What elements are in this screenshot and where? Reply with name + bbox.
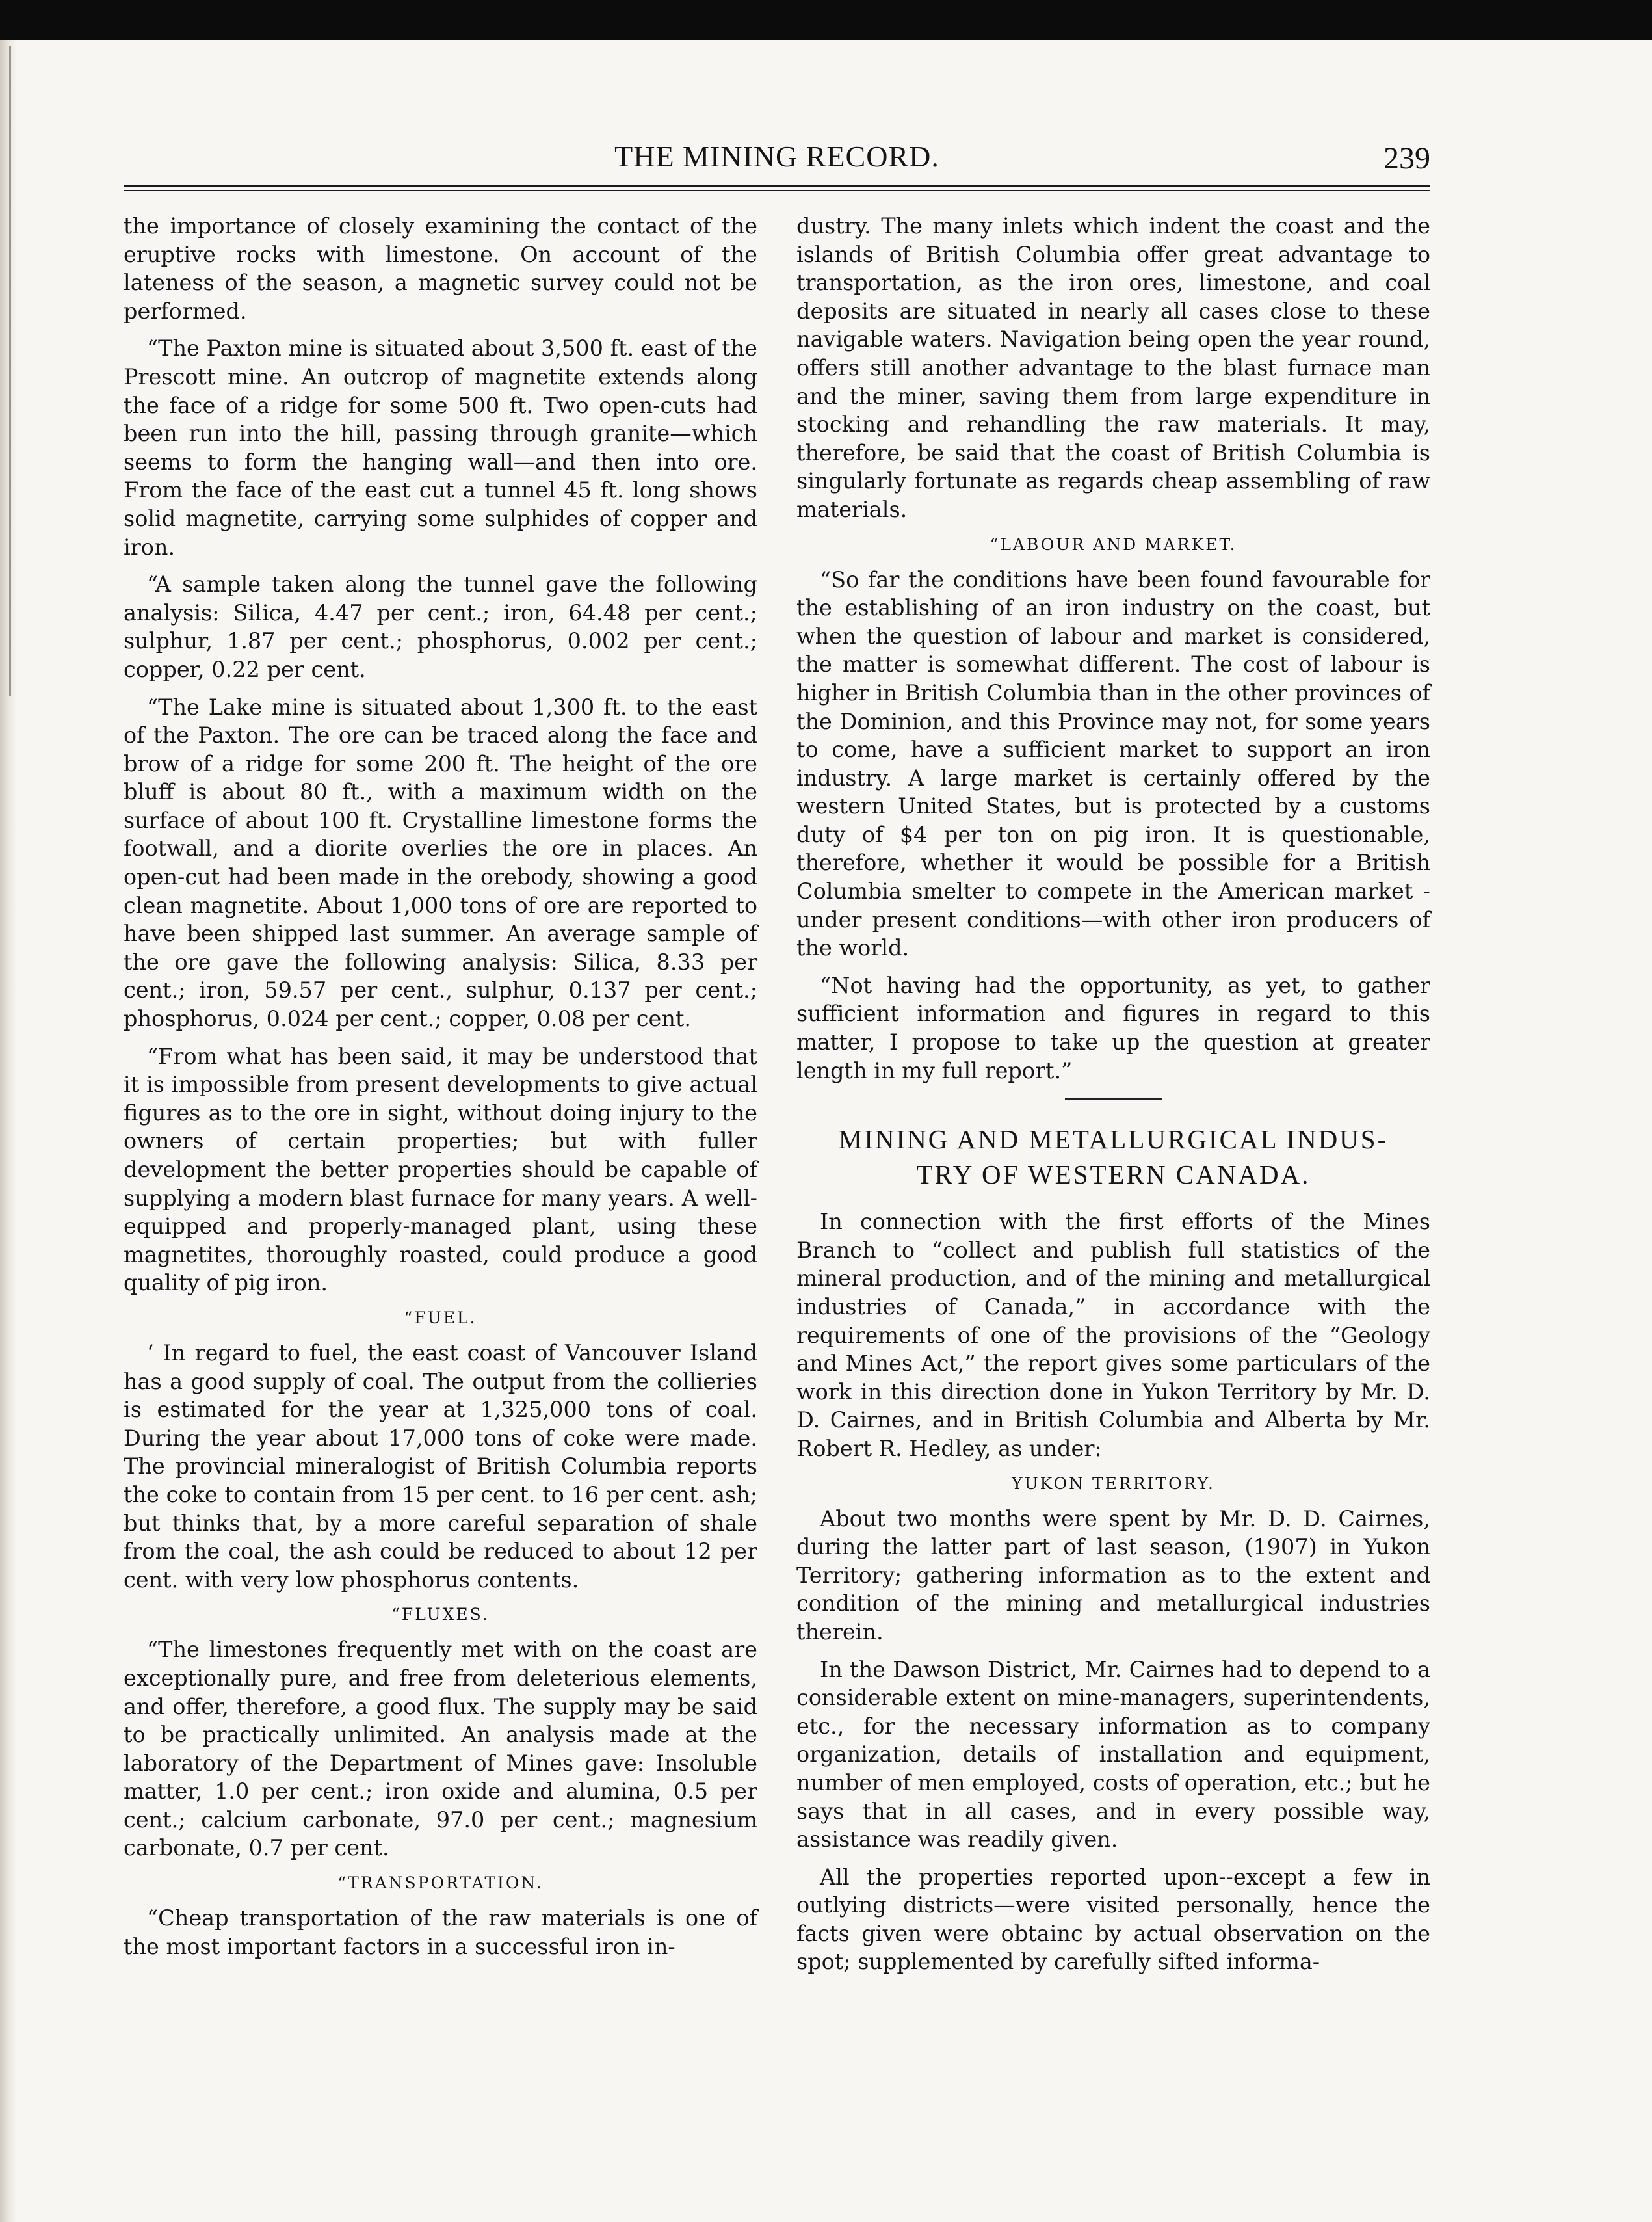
paragraph: “The limestones frequently met with on the coast are exceptionally pure, and free from deleterious elements, and offer, therefore, a good flux. The supply may be said to be practically unlimited. An analysis made at the laboratory of the Department of Mines gave: Insoluble matter, 1.0 per cent.; iron oxide and alumina, 0.5 per cent.; calcium carbonate, 97.0 per cent.; magnesium carbonate, 0.7 per cent. <box>124 1637 757 1861</box>
paragraph: “A sample taken along the tunnel gave the following analysis: Silica, 4.47 per cent.; iron, 64.48 per cent.; sulphur, 1.87 per cent.; phosphorus, 0.002 per cent.; copper, 0.22 per cent. <box>124 572 757 682</box>
page-number: 239 <box>1383 141 1430 176</box>
section-subheading: YUKON TERRITORY. <box>1012 1474 1215 1493</box>
header-rule-top <box>124 185 1430 187</box>
paragraph: dustry. The many inlets which indent the coast and the islands of British Columbia offer great advantage to transportation, as the iron ores, limestone, and coal deposits are situated in nearly all cases close to these navigable waters. Navigation being open the year round, offers still another advantage to the blast furnace man and the miner, saving them from large expenditure in stocking and rehandling the raw materials. It may, therefore, be said that the coast of British Columbia is singularly fortunate as regards cheap assembling of raw materials. <box>796 213 1430 522</box>
paragraph: In the Dawson District, Mr. Cairnes had to depend to a considerable extent on mine-managers, superintendents, etc., for the necessary information as to company organization, details of installation and equipment, number of men employed, costs of operation, etc.; but he says that in all cases, and in every possible way, assistance was readily given. <box>796 1656 1430 1853</box>
paragraph: the importance of closely examining the contact of the eruptive rocks with limestone. On account of the lateness of the season, a magnetic survey could not be performed. <box>124 213 757 324</box>
paragraph: “So far the conditions have been found favourable for the establishing of an iron industry on the coast, but when the question of labour and market is considered, the matter is somewhat different. The cost of labour is higher in British Columbia than in the other provinces of the Dominion, and this Province may not, for some years to come, have a sufficient market to support an iron industry. A large market is certainly offered by the western United States, but is protected by a customs duty of $4 per ton on pig iron. It is questionable, therefore, whether it would be possible for a British Columbia smelter to compete in the American market - under present conditions—with other iron producers of the world. <box>796 566 1430 961</box>
page-header <box>124 139 1430 178</box>
paragraph: In connection with the first efforts of the Mines Branch to “collect and publish full statistics of the mineral production, and of the mining and metallurgical industries of Canada,” in accordance with the requirements of one of the provisions of the “Geology and Mines Act,” the report gives some particulars of the work in this direction done in Yukon Territory by Mr. D. D. Cairnes, and in British Columbia and Alberta by Mr. Robert R. Hedley, as under: <box>796 1209 1430 1461</box>
section-subheading: “TRANSPORTATION. <box>337 1873 544 1893</box>
section-subheading: “LABOUR AND MARKET. <box>990 535 1237 554</box>
paragraph: ‘ In regard to fuel, the east coast of Vancouver Island has a good supply of coal. The output from the collieries is estimated for the year at 1,325,000 tons of coal. During the year about 17,000 tons of coke were made. The provincial mineralogist of British Columbia reports the coke to contain from 15 per cent. to 16 per cent. ash; but thinks that, by a more careful separation of shale from the coal, the ash could be reduced to about 12 per cent. with very low phosphorus contents. <box>124 1340 757 1593</box>
section-subheading: “FUEL. <box>404 1308 477 1327</box>
page-binding-edge <box>0 40 17 2222</box>
right-column <box>796 212 1430 1985</box>
article-divider <box>1065 1098 1162 1100</box>
left-column <box>124 212 757 1970</box>
binding-crease <box>9 46 11 696</box>
paragraph: “The Paxton mine is situated about 3,500 ft. east of the Prescott mine. An outcrop of magnetite extends along the face of a ridge for some 500 ft. Two open-cuts had been run into the hill, passing through granite—which seems to form the hanging wall—and then into ore. From the face of the east cut a tunnel 45 ft. long shows solid magnetite, carrying some sulphides of copper and iron. <box>124 336 757 560</box>
article-title-line: TRY OF WESTERN CANADA. <box>916 1159 1311 1190</box>
paragraph: “The Lake mine is situated about 1,300 ft. to the east of the Paxton. The ore can be traced along the face and brow of a ridge for some 200 ft. The height of the ore bluff is about 80 ft., with a maximum width on the surface of about 100 ft. Crystalline limestone forms the footwall, and a diorite overlies the ore in places. An open-cut had been made in the orebody, showing a good clean magnetite. About 1,000 tons of ore are reported to have been shipped last summer. An average sample of the ore gave the following analysis: Silica, 8.33 per cent.; iron, 59.57 per cent., sulphur, 0.137 per cent.; phosphorus, 0.024 per cent.; copper, 0.08 per cent. <box>124 694 757 1032</box>
paragraph: “From what has been said, it may be understood that it is impossible from present developments to give actual figures as to the ore in sight, without doing injury to the owners of certain properties; but with fuller development the better properties should be capable of supplying a modern blast furnace for many years. A well-equipped and properly-managed plant, using these magnetites, thoroughly roasted, could produce a good quality of pig iron. <box>124 1043 757 1296</box>
header-rule-bottom <box>124 190 1430 191</box>
section-subheading: “FLUXES. <box>391 1605 490 1624</box>
paragraph: All the properties reported upon--except a few in outlying districts—were visited personally, hence the facts given were obtainc by actual observation on the spot; supplemented by carefully sifted informa- <box>796 1864 1430 1975</box>
running-title: THE MINING RECORD. <box>614 140 939 173</box>
paragraph: “Not having had the opportunity, as yet, to gather sufficient information and figures in regard to this matter, I propose to take up the question at greater length in my full report.” <box>796 972 1430 1083</box>
scan-top-border <box>0 0 1652 40</box>
paragraph: “Cheap transportation of the raw materials is one of the most important factors in a successful iron in- <box>124 1905 757 1959</box>
article-title-line: MINING AND METALLURGICAL INDUS- <box>838 1124 1389 1155</box>
article-title <box>796 1122 1430 1192</box>
paragraph: About two months were spent by Mr. D. D. Cairnes, during the latter part of last season, (1907) in Yukon Territory; gathering information as to the extent and condition of the mining and metallurgical industries therein. <box>796 1505 1430 1645</box>
